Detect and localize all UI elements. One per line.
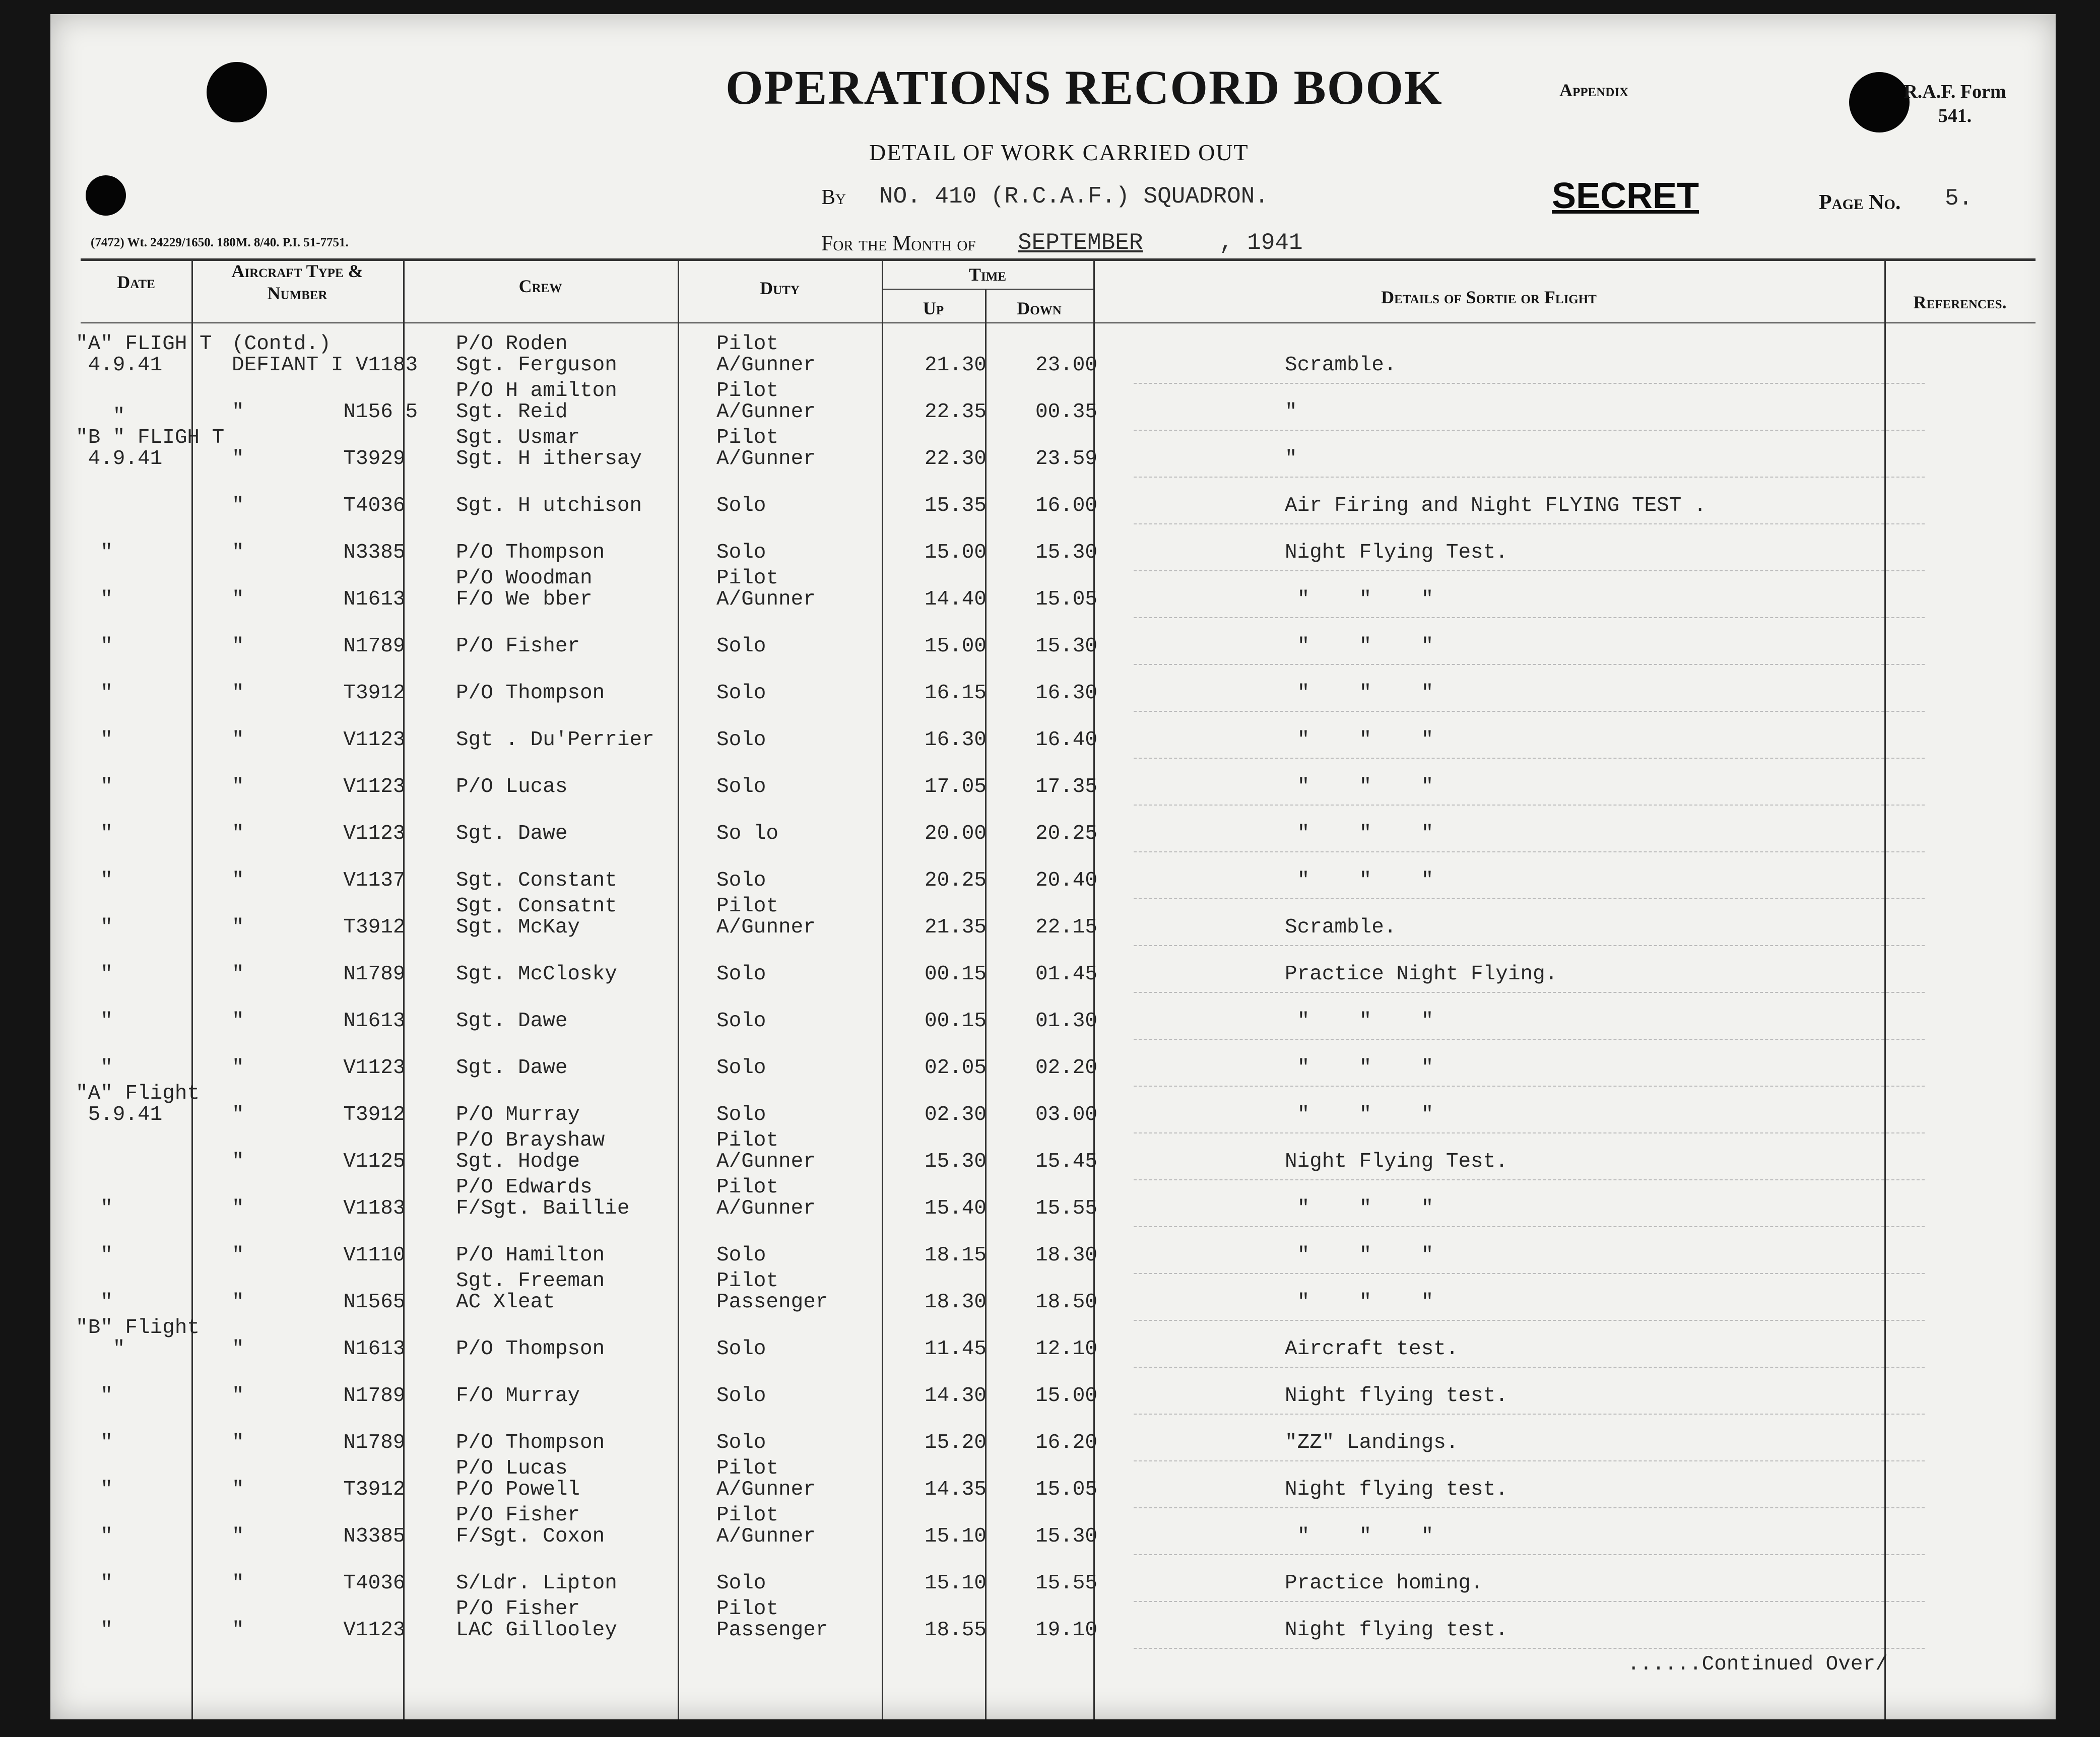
cell-aircraft: " N1789 [232, 963, 406, 986]
cell-crew: P/O H amilton Sgt. Reid [456, 379, 617, 424]
cell-crew: P/O Lucas [456, 775, 568, 798]
cell-up: 11.45 [925, 1338, 987, 1361]
cell-date: " [76, 1291, 113, 1314]
col-header-down: Down [1017, 298, 1062, 318]
month-label: For the Month of [821, 232, 976, 255]
cell-details: Night Flying Test. [1285, 1150, 1508, 1173]
cell-duty: Solo [716, 1010, 766, 1033]
row-rule [1134, 1132, 1925, 1133]
cell-duty: Pilot A/Gunner [716, 379, 816, 424]
cell-down: 03.00 [1035, 1103, 1098, 1126]
row-rule [1134, 851, 1925, 852]
cell-crew: Sgt. H utchison [456, 494, 642, 517]
cell-date: " [76, 1197, 113, 1220]
cell-date: " [76, 1010, 113, 1033]
cell-details: Aircraft test. [1285, 1338, 1459, 1361]
cell-aircraft: " T3929 [232, 447, 406, 471]
cell-crew: P/O Edwards F/Sgt. Baillie [456, 1176, 630, 1220]
cell-date: " "B " FLIGH T 4.9.41 [76, 405, 225, 471]
cell-details: " " " [1285, 682, 1434, 705]
cell-up: 20.00 [925, 822, 987, 845]
cell-details: " " " [1285, 1291, 1434, 1314]
cell-duty: Pilot A/Gunner [716, 1504, 816, 1548]
cell-duty: Pilot A/Gunner [716, 567, 816, 611]
cell-aircraft: " V1123 [232, 775, 406, 798]
cell-details: " " " [1285, 635, 1434, 658]
page-title: OPERATIONS RECORD BOOK [726, 60, 1443, 114]
cell-date: " [76, 728, 113, 752]
cell-duty: Solo [716, 1338, 766, 1361]
cell-details: Practice homing. [1285, 1572, 1483, 1595]
cell-date: " [76, 1431, 113, 1454]
cell-down: 16.40 [1035, 728, 1098, 752]
cell-details: " " " [1285, 588, 1434, 611]
cell-up: 17.05 [925, 775, 987, 798]
cell-up: 16.15 [925, 682, 987, 705]
cell-date: " [76, 1572, 113, 1595]
cell-up: 15.40 [925, 1197, 987, 1220]
cell-duty: Pilot A/Gunner [716, 1176, 816, 1220]
cell-up: 21.30 [925, 354, 987, 377]
punch-hole-top-left [207, 62, 267, 122]
printer-imprint: (7472) Wt. 24229/1650. 180M. 8/40. P.I. 51-7751. [91, 236, 349, 249]
cell-crew: Sgt. Constant [456, 869, 617, 892]
by-label: By [821, 186, 846, 209]
cell-crew: Sgt. Dawe [456, 1056, 568, 1080]
cell-date: " [76, 1525, 113, 1548]
row-rule [1134, 523, 1925, 524]
cell-duty: Pilot A/Gunner [716, 1457, 816, 1501]
row-rule [1134, 1179, 1925, 1180]
cell-details: Scramble. [1285, 916, 1397, 939]
classification-stamp: SECRET [1552, 176, 1699, 216]
cell-date: " [76, 775, 113, 798]
cell-details: " " " [1285, 728, 1434, 752]
row-rule [1134, 1273, 1925, 1274]
cell-crew: P/O Thompson [456, 541, 605, 564]
punch-hole-top-right [1849, 72, 1910, 132]
cell-crew: Sgt. McClosky [456, 963, 617, 986]
page-number-label: Page No. [1819, 191, 1901, 214]
cell-aircraft: " V1123 [232, 1619, 406, 1642]
row-rule [1134, 1507, 1925, 1508]
cell-up: 21.35 [925, 916, 987, 939]
cell-crew: Sgt. Dawe [456, 1010, 568, 1033]
cell-date: " [76, 1056, 113, 1080]
cell-duty: Solo [716, 1572, 766, 1595]
cell-duty: Solo [716, 963, 766, 986]
cell-up: 02.05 [925, 1056, 987, 1080]
cell-aircraft: " N1789 [232, 635, 406, 658]
cell-aircraft: " T3912 [232, 682, 406, 705]
page-number: 5. [1945, 185, 1973, 212]
cell-crew: Sgt. Usmar Sgt. H ithersay [456, 426, 642, 471]
cell-aircraft: " T3912 [232, 1103, 406, 1126]
cell-crew: P/O Thompson [456, 682, 605, 705]
cell-aircraft: " N1613 [232, 1010, 406, 1033]
cell-down: 18.30 [1035, 1244, 1098, 1267]
cell-duty: Solo [716, 1244, 766, 1267]
cell-duty: Pilot Passenger [716, 1270, 828, 1314]
row-rule [1134, 898, 1925, 899]
cell-details: "ZZ" Landings. [1285, 1431, 1459, 1454]
cell-date: " [76, 1478, 113, 1501]
form-label: R.A.F. Form 541. [1904, 81, 2006, 126]
cell-up: 15.00 [925, 541, 987, 564]
row-rule [1134, 1648, 1925, 1649]
cell-down: 16.30 [1035, 682, 1098, 705]
cell-duty: Solo [716, 635, 766, 658]
col-header-crew: Crew [518, 276, 562, 296]
cell-duty: Pilot A/Gunner [716, 1129, 816, 1173]
col-divider-date [191, 258, 193, 1719]
cell-duty: So lo [716, 822, 779, 845]
cell-duty: Solo [716, 1056, 766, 1080]
cell-up: 14.30 [925, 1384, 987, 1408]
cell-details: " " " [1285, 1244, 1434, 1267]
cell-down: 15.00 [1035, 1384, 1098, 1408]
cell-aircraft: " T4036 [232, 494, 406, 517]
cell-up: 14.40 [925, 588, 987, 611]
cell-date: " [76, 963, 113, 986]
cell-crew: P/O Fisher LAC Gillooley [456, 1597, 617, 1642]
cell-duty: Solo [716, 1103, 766, 1126]
row-rule [1134, 1460, 1925, 1461]
cell-details: " [1285, 400, 1297, 424]
cell-details: " [1285, 447, 1297, 471]
col-header-references: References. [1913, 292, 2007, 312]
cell-up: 18.15 [925, 1244, 987, 1267]
cell-aircraft: " V1125 [232, 1150, 406, 1173]
cell-crew: P/O Brayshaw Sgt. Hodge [456, 1129, 605, 1173]
cell-aircraft: " T3912 [232, 1478, 406, 1501]
cell-details: " " " [1285, 822, 1434, 845]
cell-crew: Sgt. Consatnt Sgt. McKay [456, 895, 617, 939]
year-value: , 1941 [1219, 230, 1303, 256]
cell-aircraft: " N3385 [232, 1525, 406, 1548]
cell-duty: Solo [716, 682, 766, 705]
cell-details: Night flying test. [1285, 1619, 1508, 1642]
cell-down: 17.35 [1035, 775, 1098, 798]
row-rule [1134, 1601, 1925, 1602]
cell-aircraft: (Contd.) DEFIANT I V1183 [232, 332, 418, 377]
cell-down: 00.35 [1035, 400, 1098, 424]
cell-down: 15.30 [1035, 541, 1098, 564]
cell-aircraft: " V1123 [232, 1056, 406, 1080]
cell-up: 14.35 [925, 1478, 987, 1501]
cell-down: 16.00 [1035, 494, 1098, 517]
cell-aircraft: " N1613 [232, 588, 406, 611]
col-header-up: Up [923, 298, 944, 318]
cell-aircraft: " N1613 [232, 1338, 406, 1361]
cell-up: 00.15 [925, 1010, 987, 1033]
cell-up: 15.30 [925, 1150, 987, 1173]
row-rule [1134, 945, 1925, 946]
continued-note: ......Continued Over/ [1627, 1653, 1888, 1676]
header-bottom-rule [81, 322, 2036, 323]
cell-duty: Pilot A/Gunner [716, 426, 816, 471]
cell-down: 15.30 [1035, 635, 1098, 658]
cell-duty: Solo [716, 541, 766, 564]
cell-up: 22.35 [925, 400, 987, 424]
cell-date: " [76, 916, 113, 939]
cell-crew: Sgt. Dawe [456, 822, 568, 845]
cell-up: 18.55 [925, 1619, 987, 1642]
cell-details: " " " [1285, 1103, 1434, 1126]
row-rule [1134, 1414, 1925, 1415]
cell-down: 16.20 [1035, 1431, 1098, 1454]
cell-date: " [76, 682, 113, 705]
row-rule [1134, 383, 1925, 384]
row-rule [1134, 1039, 1925, 1040]
col-divider-duty [882, 258, 883, 1719]
cell-aircraft: " T3912 [232, 916, 406, 939]
cell-crew: P/O Woodman F/O We bber [456, 567, 593, 611]
cell-down: 15.05 [1035, 1478, 1098, 1501]
cell-date: " [76, 822, 113, 845]
row-rule [1134, 1226, 1925, 1227]
cell-details: Practice Night Flying. [1285, 963, 1558, 986]
cell-date: " [76, 541, 113, 564]
col-divider-details [1884, 258, 1886, 1719]
cell-duty: Pilot A/Gunner [716, 895, 816, 939]
cell-crew: P/O Roden Sgt. Ferguson [456, 332, 617, 377]
row-rule [1134, 758, 1925, 759]
cell-down: 01.45 [1035, 963, 1098, 986]
row-rule [1134, 570, 1925, 571]
row-rule [1134, 711, 1925, 712]
row-rule [1134, 992, 1925, 993]
cell-details: Scramble. [1285, 354, 1397, 377]
cell-up: 00.15 [925, 963, 987, 986]
cell-up: 15.00 [925, 635, 987, 658]
cell-crew: F/O Murray [456, 1384, 580, 1408]
time-split-rule [882, 289, 1093, 290]
cell-details: " " " [1285, 1525, 1434, 1548]
cell-details: " " " [1285, 1197, 1434, 1220]
cell-aircraft: " V1137 [232, 869, 406, 892]
row-rule [1134, 617, 1925, 618]
cell-aircraft: " V1123 [232, 728, 406, 752]
record-sheet [50, 14, 2056, 1719]
col-header-aircraft: Aircraft Type & Number [231, 261, 363, 303]
cell-down: 15.30 [1035, 1525, 1098, 1548]
cell-down: 20.25 [1035, 822, 1098, 845]
cell-duty: Solo [716, 494, 766, 517]
cell-aircraft: " V1110 [232, 1244, 406, 1267]
row-rule [1134, 1320, 1925, 1321]
row-rule [1134, 477, 1925, 478]
cell-details: " " " [1285, 1056, 1434, 1080]
cell-date: " [76, 588, 113, 611]
cell-crew: S/Ldr. Lipton [456, 1572, 617, 1595]
squadron-name: NO. 410 (R.C.A.F.) SQUADRON. [879, 183, 1269, 210]
cell-details: Night flying test. [1285, 1478, 1508, 1501]
col-header-date: Date [117, 272, 155, 292]
cell-up: 20.25 [925, 869, 987, 892]
appendix-label: Appendix [1559, 80, 1629, 100]
row-rule [1134, 1086, 1925, 1087]
cell-down: 15.55 [1035, 1197, 1098, 1220]
col-header-time: Time [968, 264, 1006, 285]
cell-date: " [76, 1384, 113, 1408]
cell-down: 18.50 [1035, 1291, 1098, 1314]
page-subtitle: DETAIL OF WORK CARRIED OUT [869, 140, 1249, 165]
cell-down: 15.05 [1035, 588, 1098, 611]
cell-aircraft: " V1123 [232, 822, 406, 845]
row-rule [1134, 1554, 1925, 1555]
cell-duty: Solo [716, 728, 766, 752]
cell-up: 15.20 [925, 1431, 987, 1454]
cell-details: Night flying test. [1285, 1384, 1508, 1408]
cell-down: 23.00 [1035, 354, 1098, 377]
cell-duty: Pilot Passenger [716, 1597, 828, 1642]
cell-crew: P/O Thompson [456, 1338, 605, 1361]
cell-aircraft: " N1789 [232, 1431, 406, 1454]
cell-up: 02.30 [925, 1103, 987, 1126]
cell-date: " [76, 869, 113, 892]
cell-down: 23.59 [1035, 447, 1098, 471]
col-divider-crew [678, 258, 679, 1719]
cell-crew: P/O Murray [456, 1103, 580, 1126]
cell-crew: P/O Hamilton [456, 1244, 605, 1267]
cell-crew: P/O Thompson [456, 1431, 605, 1454]
cell-up: 15.10 [925, 1572, 987, 1595]
cell-crew: P/O Lucas P/O Powell [456, 1457, 580, 1501]
cell-duty: Solo [716, 1384, 766, 1408]
cell-down: 01.30 [1035, 1010, 1098, 1033]
cell-crew: Sgt . Du'Perrier [456, 728, 654, 752]
cell-up: 15.35 [925, 494, 987, 517]
cell-aircraft: " N1565 [232, 1291, 406, 1314]
cell-aircraft: " N156 5 [232, 400, 418, 424]
row-rule [1134, 430, 1925, 431]
cell-date: " [76, 635, 113, 658]
cell-date: " [76, 1619, 113, 1642]
punch-hole-left [86, 175, 126, 216]
col-header-duty: Duty [760, 278, 800, 298]
cell-date: "A" FLIGH T 4.9.41 [76, 332, 212, 377]
cell-up: 22.30 [925, 447, 987, 471]
month-value: SEPTEMBER [1018, 230, 1143, 256]
cell-up: 18.30 [925, 1291, 987, 1314]
cell-date: "B" Flight " [76, 1316, 200, 1361]
cell-duty: Solo [716, 869, 766, 892]
cell-aircraft: " V1183 [232, 1197, 406, 1220]
cell-down: 12.10 [1035, 1338, 1098, 1361]
row-rule [1134, 805, 1925, 806]
cell-duty: Solo [716, 775, 766, 798]
cell-aircraft: " T4036 [232, 1572, 406, 1595]
cell-aircraft: " N1789 [232, 1384, 406, 1408]
row-rule [1134, 1367, 1925, 1368]
cell-details: Air Firing and Night FLYING TEST . [1285, 494, 1707, 517]
cell-down: 02.20 [1035, 1056, 1098, 1080]
cell-date: " [76, 1244, 113, 1267]
cell-crew: Sgt. Freeman AC Xleat [456, 1270, 605, 1314]
cell-down: 19.10 [1035, 1619, 1098, 1642]
cell-duty: Pilot A/Gunner [716, 332, 816, 377]
col-header-details: Details of Sortie or Flight [1381, 287, 1597, 307]
cell-details: " " " [1285, 869, 1434, 892]
cell-aircraft: " N3385 [232, 541, 406, 564]
cell-details: " " " [1285, 775, 1434, 798]
cell-down: 20.40 [1035, 869, 1098, 892]
cell-crew: P/O Fisher F/Sgt. Coxon [456, 1504, 605, 1548]
cell-down: 15.55 [1035, 1572, 1098, 1595]
cell-details: " " " [1285, 1010, 1434, 1033]
cell-date: "A" Flight 5.9.41 [76, 1082, 200, 1126]
cell-down: 15.45 [1035, 1150, 1098, 1173]
cell-crew: P/O Fisher [456, 635, 580, 658]
cell-down: 22.15 [1035, 916, 1098, 939]
row-rule [1134, 664, 1925, 665]
cell-up: 16.30 [925, 728, 987, 752]
cell-up: 15.10 [925, 1525, 987, 1548]
cell-details: Night Flying Test. [1285, 541, 1508, 564]
cell-duty: Solo [716, 1431, 766, 1454]
